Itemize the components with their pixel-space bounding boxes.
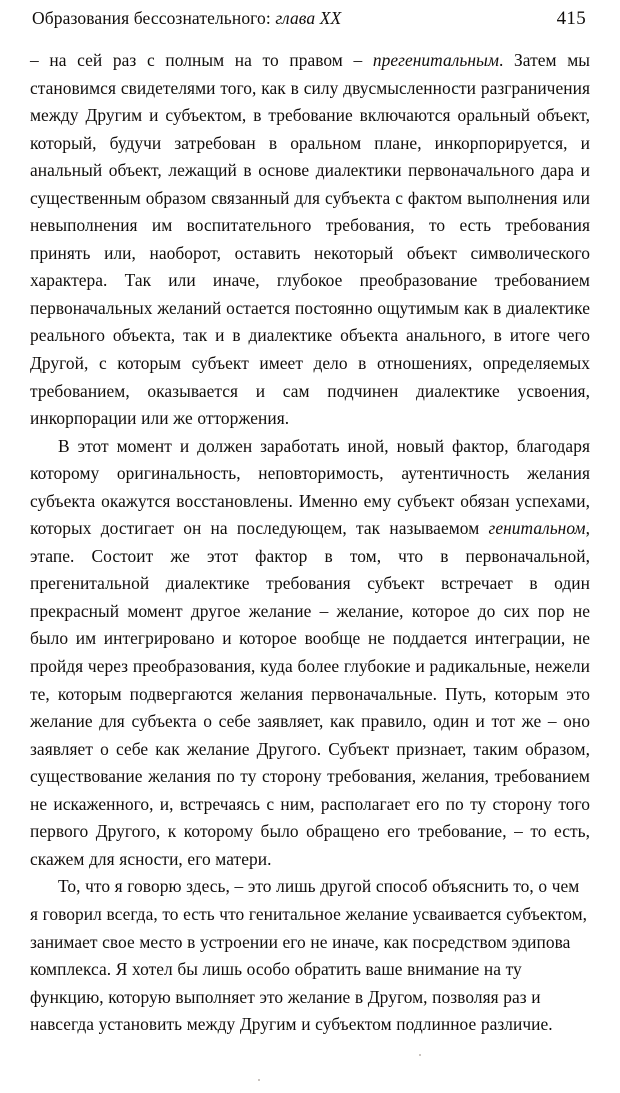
body-text — [30, 47, 590, 1039]
text-run: прегенитальным — [372, 50, 499, 70]
text-run: То, что я говорю здесь, – это лишь другой способ объяснить то, о чем я говорил всегда, то есть что генитальное желание усваивается субъектом, занимает свое место в устроении его не иначе, как посредством эдипова комплекса. Я хотел бы лишь особо обратить ваше внимание на ту функцию, которую выполняет это желание в Другом, позволяя раз и навсегда установить между Другим и субъектом подлинное различие. — [30, 876, 588, 1035]
page-header — [30, 0, 590, 30]
page-speck — [419, 1054, 421, 1056]
text-run: . Затем мы становимся свидетелями того, как в силу двусмысленности разграничения между Другим и субъектом, в требование включаются оральный объект, который, будучи затребован в оральном плане, инкорпорируется, и анальный объект, лежащий в основе диалектики первоначального дара и существенным образом связанный для субъекта с фактом выполнения или невыполнения им воспитательного требования, то есть требования принять или, наоборот, оставить некоторый объект символического характера. Так или иначе, глубокое преобразование требованием первоначальных желаний остается постоянно ощутимым как в диалектике реального объекта, так и в диалектике объекта анального, в итоге чего Другой, с которым субъект имеет дело в отношениях, определяемых требованием, оказывается и сам подчинен диалектике усвоения, инкорпорации или же отторжения. — [30, 50, 591, 429]
running-head-chapter: глава XX — [275, 8, 342, 28]
running-head-plain: Образования бессознательного: — [32, 8, 276, 28]
paragraph-1 — [30, 47, 590, 433]
page-speck — [258, 1079, 260, 1081]
text-run: генитальном — [488, 518, 586, 539]
paragraph-2 — [30, 433, 590, 874]
text-run: – на сей раз с полным на то правом – — [30, 50, 373, 70]
text-run: В этот момент и должен заработать иной, новый фактор, благодаря которому оригинальность, неповторимость, аутентичность желания субъекта окажутся восстановлены. Именно ему субъект обязан успехами, которых достигает он на последующем, так называемом — [30, 435, 590, 539]
running-head — [32, 8, 341, 29]
page-number: 415 — [556, 8, 586, 29]
paragraph-3 — [30, 873, 590, 1038]
text-run: , этапе. Состоит же этот фактор в том, что в первоначальной, прегенитальной диалектике требования субъект встречает в один прекрасный момент другое желание – желание, которое до сих пор не было им интегрировано и которое вообще не поддается интеграции, не пройдя через преобразования, куда более глубокие и радикальные, нежели те, которым подвергаются желания первоначальные. Путь, которым это желание для субъекта о себе заявляет, как правило, один и тот же – оно заявляет о себе как желание Другого. Субъект признает, таким образом, существование желания по ту сторону требования, желания, требованием не искаженного, и, встречаясь с ним, располагает его по ту сторону того первого Другого, к которому было обращено его требование, – то есть, скажем для ясности, его матери. — [30, 518, 590, 869]
